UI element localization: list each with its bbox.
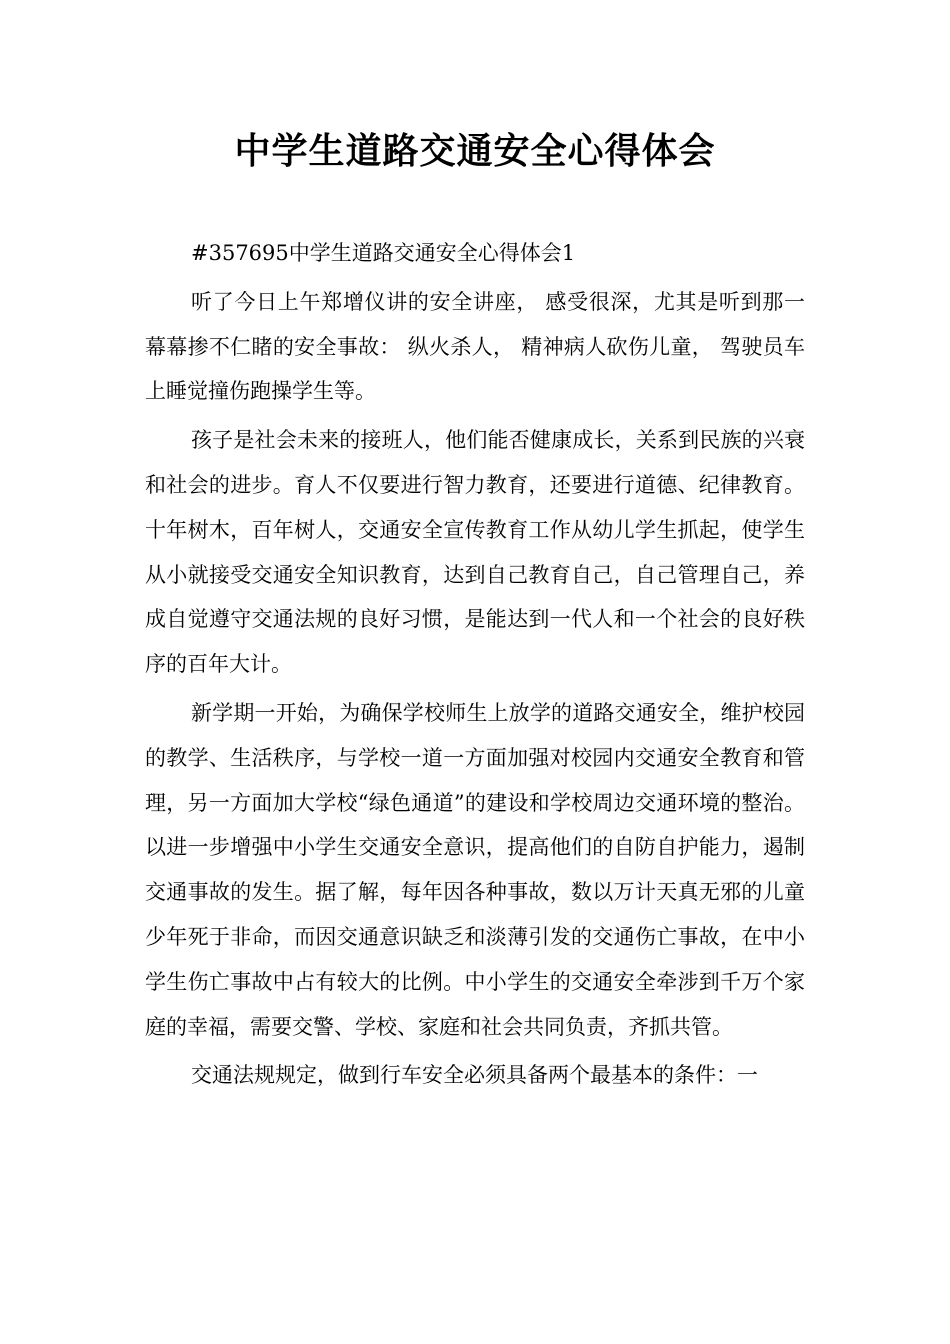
paragraph: 新学期一开始，为确保学校师生上放学的道路交通安全，维护校园的教学、生活秩序，与学校一道一方面加强对校园内交通安全教育和管理，另一方面加大学校“绿色通道”的建设和学校周边交通环境的整治。以进一步增强中小学生交通安全意识，提高他们的自防自护能力，遏制交通事故的发生。据了解，每年因各种事故，数以万计天真无邪的儿童少年死于非命，而因交通意识缺乏和淡薄引发的交通伤亡事故，在中小学生伤亡事故中占有较大的比例。中小学生的交通安全牵涉到千万个家庭的幸福，需要交警、学校、家庭和社会共同负责，齐抓共管。: [145, 700, 805, 1039]
section-heading: #357695中学生道路交通安全心得体会1: [191, 241, 576, 265]
document-title: 中学生道路交通安全心得体会: [234, 131, 716, 172]
paragraph: 交通法规规定，做到行车安全必须具备两个最基本的条件：一: [191, 1063, 758, 1088]
paragraph: 听了今日上午郑增仪讲的安全讲座， 感受很深，尤其是听到那一幕幕掺不仁睹的安全事故： 纵火杀人， 精神病人砍伤儿童， 驾驶员车上睡觉撞伤跑操学生等。: [145, 289, 805, 404]
document-body: [145, 231, 805, 1102]
paragraph: 孩子是社会未来的接班人，他们能否健康成长，关系到民族的兴衰和社会的进步。育人不仅要进行智力教育，还要进行道德、纪律教育。十年树木，百年树人，交通安全宣传教育工作从幼儿学生抓起，使学生从小就接受交通安全知识教育，达到自己教育自己，自己管理自己，养成自觉遵守交通法规的良好习惯，是能达到一代人和一个社会的良好秩序的百年大计。: [145, 428, 805, 677]
